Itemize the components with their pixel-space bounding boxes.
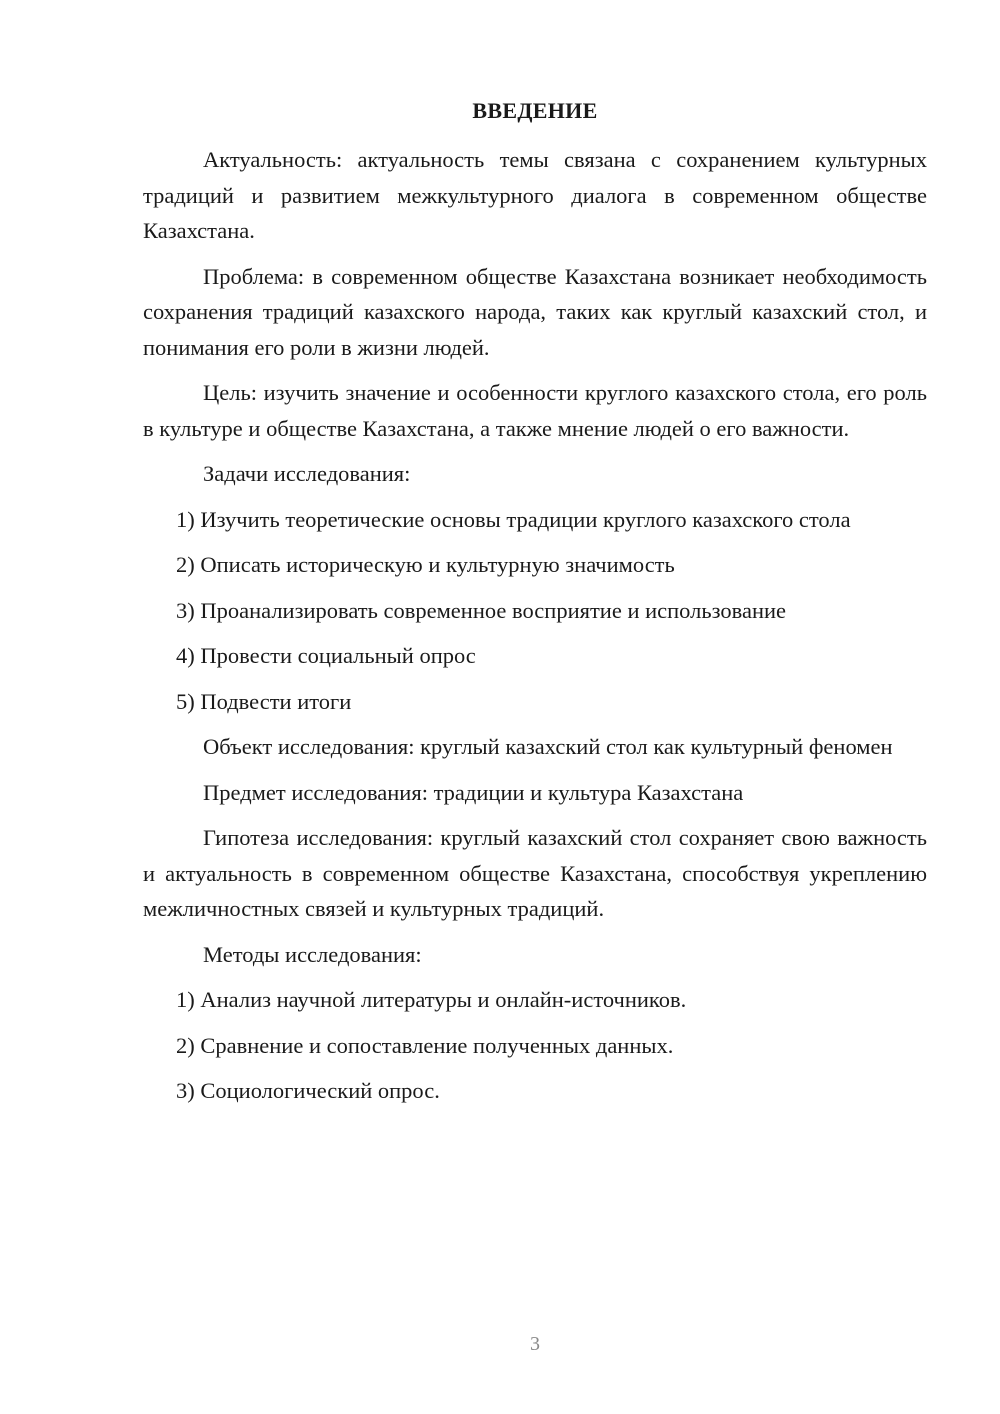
page-number: 3 [530,1333,540,1355]
paragraph-problem: Проблема: в современном обществе Казахстана возникает необходимость сохранения традиций казахского народа, таких как круглый казахский стол, и понимания его роли в жизни людей. [143,263,927,360]
page-title: ВВЕДЕНИЕ [472,98,598,123]
method-item: 1) Анализ научной литературы и онлайн-источников. [176,987,687,1012]
paragraph-object: Объект исследования: круглый казахский стол как культурный феномен [203,734,893,759]
task-item: 4) Провести социальный опрос [176,643,476,668]
methods-list [143,982,927,1109]
task-item: 3) Проанализировать современное восприятие и использование [176,597,787,623]
tasks-title: Задачи исследования: [203,461,411,486]
method-item: 3) Социологический опрос. [176,1078,440,1103]
task-item: 5) Подвести итоги [176,688,352,714]
methods-title: Методы исследования: [203,941,422,967]
paragraph-goal: Цель: изучить значение и особенности круглого казахского стола, его роль в культуре и обществе Казахстана, а также мнение людей о его важности. [143,380,927,441]
task-item: 2) Описать историческую и культурную значимость [176,552,675,577]
tasks-list [143,502,927,720]
document-body [143,142,927,1119]
paragraph-hypothesis: Гипотеза исследования: круглый казахский стол сохраняет свою важность и актуальность в современном обществе Казахстана, способствуя укреплению межличностных связей и культурных традиций. [143,825,927,921]
paragraph-subject: Предмет исследования: традиции и культура Казахстана [203,779,744,805]
task-item: 1) Изучить теоретические основы традиции круглого казахского стола [176,506,851,532]
paragraph-relevance: Актуальность: актуальность темы связана с сохранением культурных традиций и развитием межкультурного диалога в современном обществе Казахстана. [143,147,927,243]
method-item: 2) Сравнение и сопоставление полученных данных. [176,1032,674,1058]
